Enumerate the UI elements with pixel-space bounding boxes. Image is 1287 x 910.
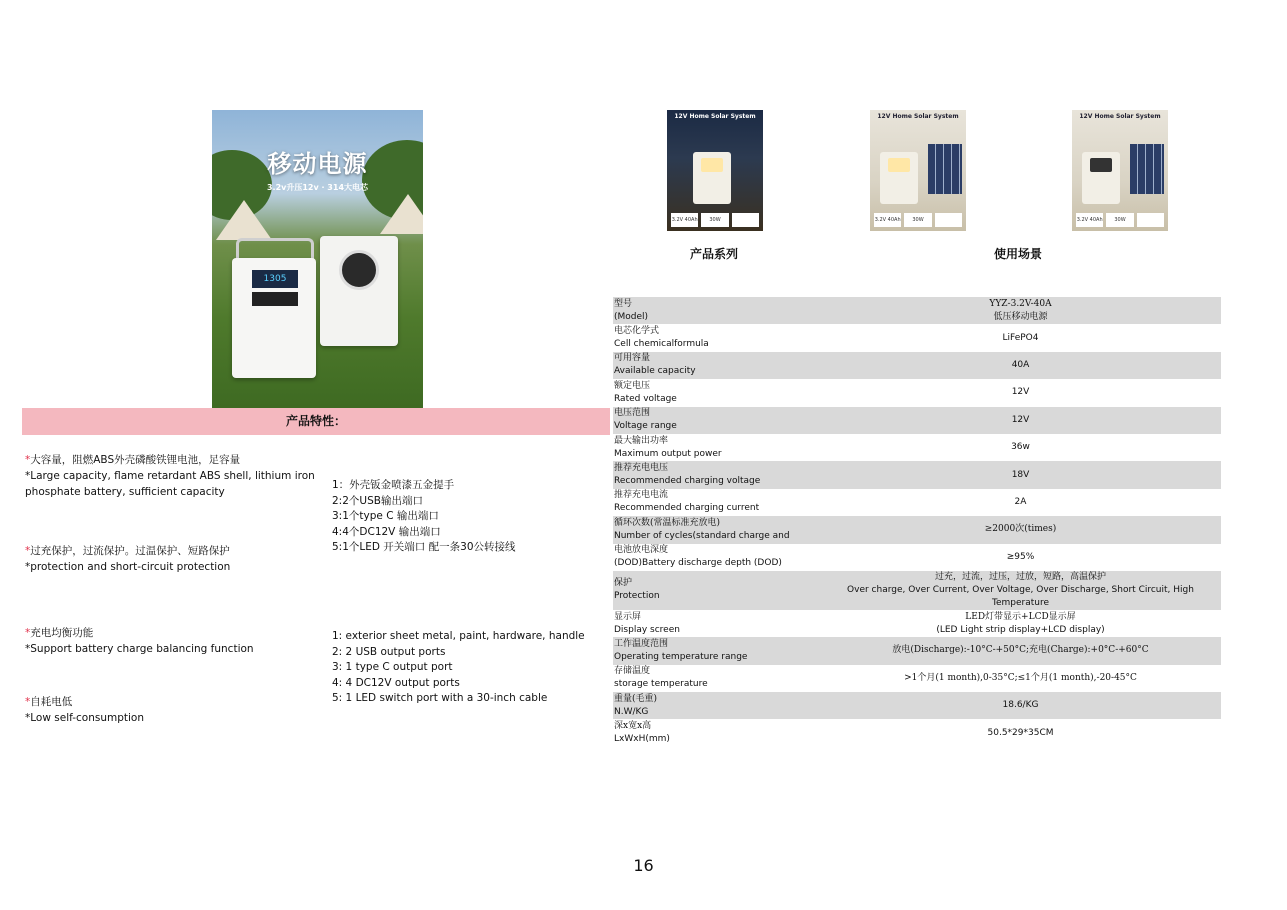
spec-label-cn: 电压范围: [614, 408, 651, 419]
port-item: 4: 4 DC12V output ports: [332, 676, 460, 689]
feature-item: [25, 694, 315, 726]
power-station-side: [320, 236, 398, 346]
spec-label: [613, 665, 820, 692]
product-thumb-1: [667, 110, 763, 231]
spec-label: [613, 379, 820, 406]
spec-label-cn: 可用容量: [614, 353, 651, 364]
product-thumb-3: [1072, 110, 1168, 231]
spec-value-line: 12V: [1011, 387, 1030, 398]
port-item: 2:2个USB输出端口: [332, 494, 423, 507]
spec-label-en: N.W/KG: [614, 706, 649, 717]
spec-label-en: (Model): [614, 311, 649, 322]
spec-label-en: Protection: [614, 591, 660, 602]
feature-cn: *过充保护，过流保护。过温保护、短路保护: [25, 545, 230, 557]
spec-value-line: Over charge, Over Current, Over Voltage, Over Discharge, Short Circuit, High Temperature: [847, 584, 1194, 608]
page-number: 16: [633, 856, 654, 875]
spec-row: [613, 516, 1221, 543]
spec-value-line: ≥2000次(times): [984, 524, 1057, 535]
port-item: 2: 2 USB output ports: [332, 645, 446, 658]
thumb-badge: [935, 213, 962, 227]
spec-label-en: Cell chemicalformula: [614, 339, 709, 350]
spec-label-cn: 深x宽x高: [614, 721, 652, 732]
spec-label-cn: 显示屏: [614, 611, 642, 622]
spec-label-en: Rated voltage: [614, 393, 677, 404]
spec-label-cn: 工作温度范围: [614, 638, 669, 649]
spec-value: [820, 379, 1221, 406]
port-item: 3: 1 type C output port: [332, 661, 453, 673]
spec-value: [820, 665, 1221, 692]
feature-en: *Large capacity, flame retardant ABS shell, lithium iron phosphate battery, sufficient capacity: [25, 470, 315, 498]
hero-product-photo: [212, 110, 423, 408]
spec-label-cn: 型号: [614, 298, 633, 309]
spec-value: [820, 324, 1221, 351]
spec-label-en: Recommended charging voltage: [614, 476, 761, 487]
caption-usage-scene: 使用场景: [993, 247, 1042, 261]
spec-label-cn: 最大输出功率: [614, 435, 669, 446]
thumb-badge: 3.2V 40Ah: [671, 213, 698, 227]
spec-label-cn: 电芯化学式: [614, 326, 660, 337]
spec-label: [613, 516, 820, 543]
feature-item: [25, 625, 315, 657]
thumb-lamp: [888, 158, 910, 172]
thumb-caption: 12V Home Solar System: [1079, 113, 1161, 120]
spec-label-cn: 电池放电深度: [614, 545, 669, 556]
spec-row: [613, 637, 1221, 664]
ports-list-en: [332, 629, 602, 707]
thumb-badge: 3.2V 40Ah: [874, 213, 901, 227]
spec-table: [613, 297, 1221, 747]
spec-label-en: LxWxH(mm): [614, 734, 670, 745]
lcd-display: 1305: [252, 270, 298, 288]
spec-row: [613, 379, 1221, 406]
port-panel: [252, 292, 298, 306]
spec-value: [820, 571, 1221, 610]
feature-en: *Low self-consumption: [25, 712, 145, 724]
spec-row: [613, 461, 1221, 488]
spec-label: [613, 610, 820, 637]
spec-label: [613, 407, 820, 434]
spec-label-cn: 存储温度: [614, 666, 651, 677]
solar-panel: [1130, 144, 1164, 194]
spec-label-cn: 保护: [614, 578, 633, 589]
spec-label: [613, 297, 820, 324]
spec-label-cn: 重量(毛重): [614, 693, 658, 704]
spec-row: [613, 571, 1221, 610]
spec-value-line: ≥95%: [1006, 551, 1035, 562]
thumb-screen: [1090, 158, 1112, 172]
spec-row: [613, 434, 1221, 461]
spec-label-cn: 循环次数(常温标准充放电): [614, 517, 721, 528]
spec-value-line: (LED Light strip display+LCD display): [936, 624, 1105, 635]
hero-title: 移动电源: [267, 150, 368, 178]
feature-en: *Support battery charge balancing function: [25, 643, 254, 655]
feature-cn: *大容量，阻燃ABS外壳磷酸铁锂电池，足容量: [25, 454, 241, 466]
spec-row: [613, 610, 1221, 637]
spec-value: [820, 516, 1221, 543]
spec-row: [613, 544, 1221, 571]
spec-value-line: 12V: [1011, 414, 1030, 425]
thumb-badge: [732, 213, 759, 227]
spec-label-cn: 推荐充电电压: [614, 463, 669, 474]
spec-value-line: 低压移动电源: [993, 311, 1048, 322]
spec-value-line: >1个月(1 month),0-35°C;≤1个月(1 month),-20-45°C: [904, 672, 1137, 683]
spec-label-en: Maximum output power: [614, 448, 722, 459]
spec-label-en: storage temperature: [614, 679, 708, 690]
thumb-badge: 30W: [1106, 213, 1133, 227]
spec-value-line: 放电(Discharge):-10°C-+50°C;充电(Charge):+0°C-+60°C: [892, 645, 1149, 656]
spec-label-en: Display screen: [614, 624, 680, 635]
thumb-badge: [1137, 213, 1164, 227]
port-item: 4:4个DC12V 输出端口: [332, 525, 441, 538]
spec-row: [613, 407, 1221, 434]
feature-item: [25, 452, 315, 500]
spec-value: [820, 407, 1221, 434]
port-item: 5: 1 LED switch port with a 30-inch cable: [332, 692, 548, 704]
thumb-lamp: [701, 158, 723, 172]
spec-value-line: 18V: [1011, 469, 1030, 480]
spec-label: [613, 324, 820, 351]
speaker-ring: [339, 250, 379, 290]
thumb-badge: 3.2V 40Ah: [1076, 213, 1103, 227]
spec-value-line: 40A: [1011, 359, 1030, 370]
spec-label-en: Voltage range: [614, 421, 677, 432]
thumb-caption: 12V Home Solar System: [674, 113, 756, 120]
spec-label-en: (DOD)Battery discharge depth (DOD): [614, 558, 782, 569]
spec-label: [613, 637, 820, 664]
spec-value: [820, 297, 1221, 324]
spec-value: [820, 489, 1221, 516]
spec-value: [820, 434, 1221, 461]
spec-value-line: 36w: [1011, 442, 1030, 453]
feature-cn: *充电均衡功能: [25, 627, 94, 639]
spec-value: [820, 610, 1221, 637]
spec-value: [820, 692, 1221, 719]
spec-row: [613, 719, 1221, 746]
spec-label-en: Operating temperature range: [614, 651, 748, 662]
spec-label-en: Available capacity: [614, 366, 696, 377]
spec-value-line: LiFePO4: [1002, 332, 1039, 343]
caption-product-series: 产品系列: [689, 247, 738, 261]
spec-row: [613, 489, 1221, 516]
spec-row: [613, 692, 1221, 719]
spec-value: [820, 352, 1221, 379]
spec-label: [613, 434, 820, 461]
spec-row: [613, 324, 1221, 351]
spec-value: [820, 719, 1221, 746]
spec-value: [820, 544, 1221, 571]
power-station-front: [232, 258, 316, 378]
spec-label: [613, 352, 820, 379]
product-thumb-2: [870, 110, 966, 231]
hero-subtitle: 3.2v升压12v · 314大电芯: [266, 183, 369, 192]
spec-label: [613, 489, 820, 516]
port-item: 1：外壳钣金喷漆五金提手: [332, 479, 455, 491]
thumb-caption: 12V Home Solar System: [877, 113, 959, 120]
spec-label: [613, 461, 820, 488]
spec-label-en: Number of cycles(standard charge and: [614, 530, 790, 541]
spec-value-line: 18.6/KG: [1002, 700, 1039, 711]
spec-value-line: 50.5*29*35CM: [987, 727, 1054, 738]
spec-label: [613, 692, 820, 719]
feature-cn: *自耗电低: [25, 696, 73, 708]
spec-value-line: YYZ-3.2V-40A: [989, 298, 1052, 309]
feature-item: [25, 543, 315, 575]
solar-panel: [928, 144, 962, 194]
port-item: 5:1个LED 开关端口 配一条30公转接线: [332, 541, 516, 553]
spec-value-line: LED灯带显示+LCD显示屏: [965, 611, 1076, 622]
spec-label-en: Recommended charging current: [614, 503, 760, 514]
port-item: 1: exterior sheet metal, paint, hardware, handle: [332, 630, 585, 642]
spec-row: [613, 297, 1221, 324]
feature-en: *protection and short-circuit protection: [25, 561, 231, 573]
thumb-badge: 30W: [701, 213, 728, 227]
spec-value: [820, 461, 1221, 488]
spec-value-line: 过充，过流，过压，过放，短路，高温保护: [934, 571, 1106, 582]
spec-row: [613, 352, 1221, 379]
thumb-badge: 30W: [904, 213, 931, 227]
spec-label: [613, 719, 820, 746]
spec-label: [613, 544, 820, 571]
ports-list-cn: [332, 478, 602, 556]
port-item: 3:1个type C 输出端口: [332, 510, 439, 522]
spec-label-cn: 额定电压: [614, 380, 651, 391]
spec-value-line: 2A: [1014, 496, 1027, 507]
features-heading: 产品特性：: [22, 408, 610, 435]
spec-label-cn: 推荐充电电流: [614, 490, 669, 501]
spec-value: [820, 637, 1221, 664]
spec-row: [613, 665, 1221, 692]
spec-label: [613, 571, 820, 610]
